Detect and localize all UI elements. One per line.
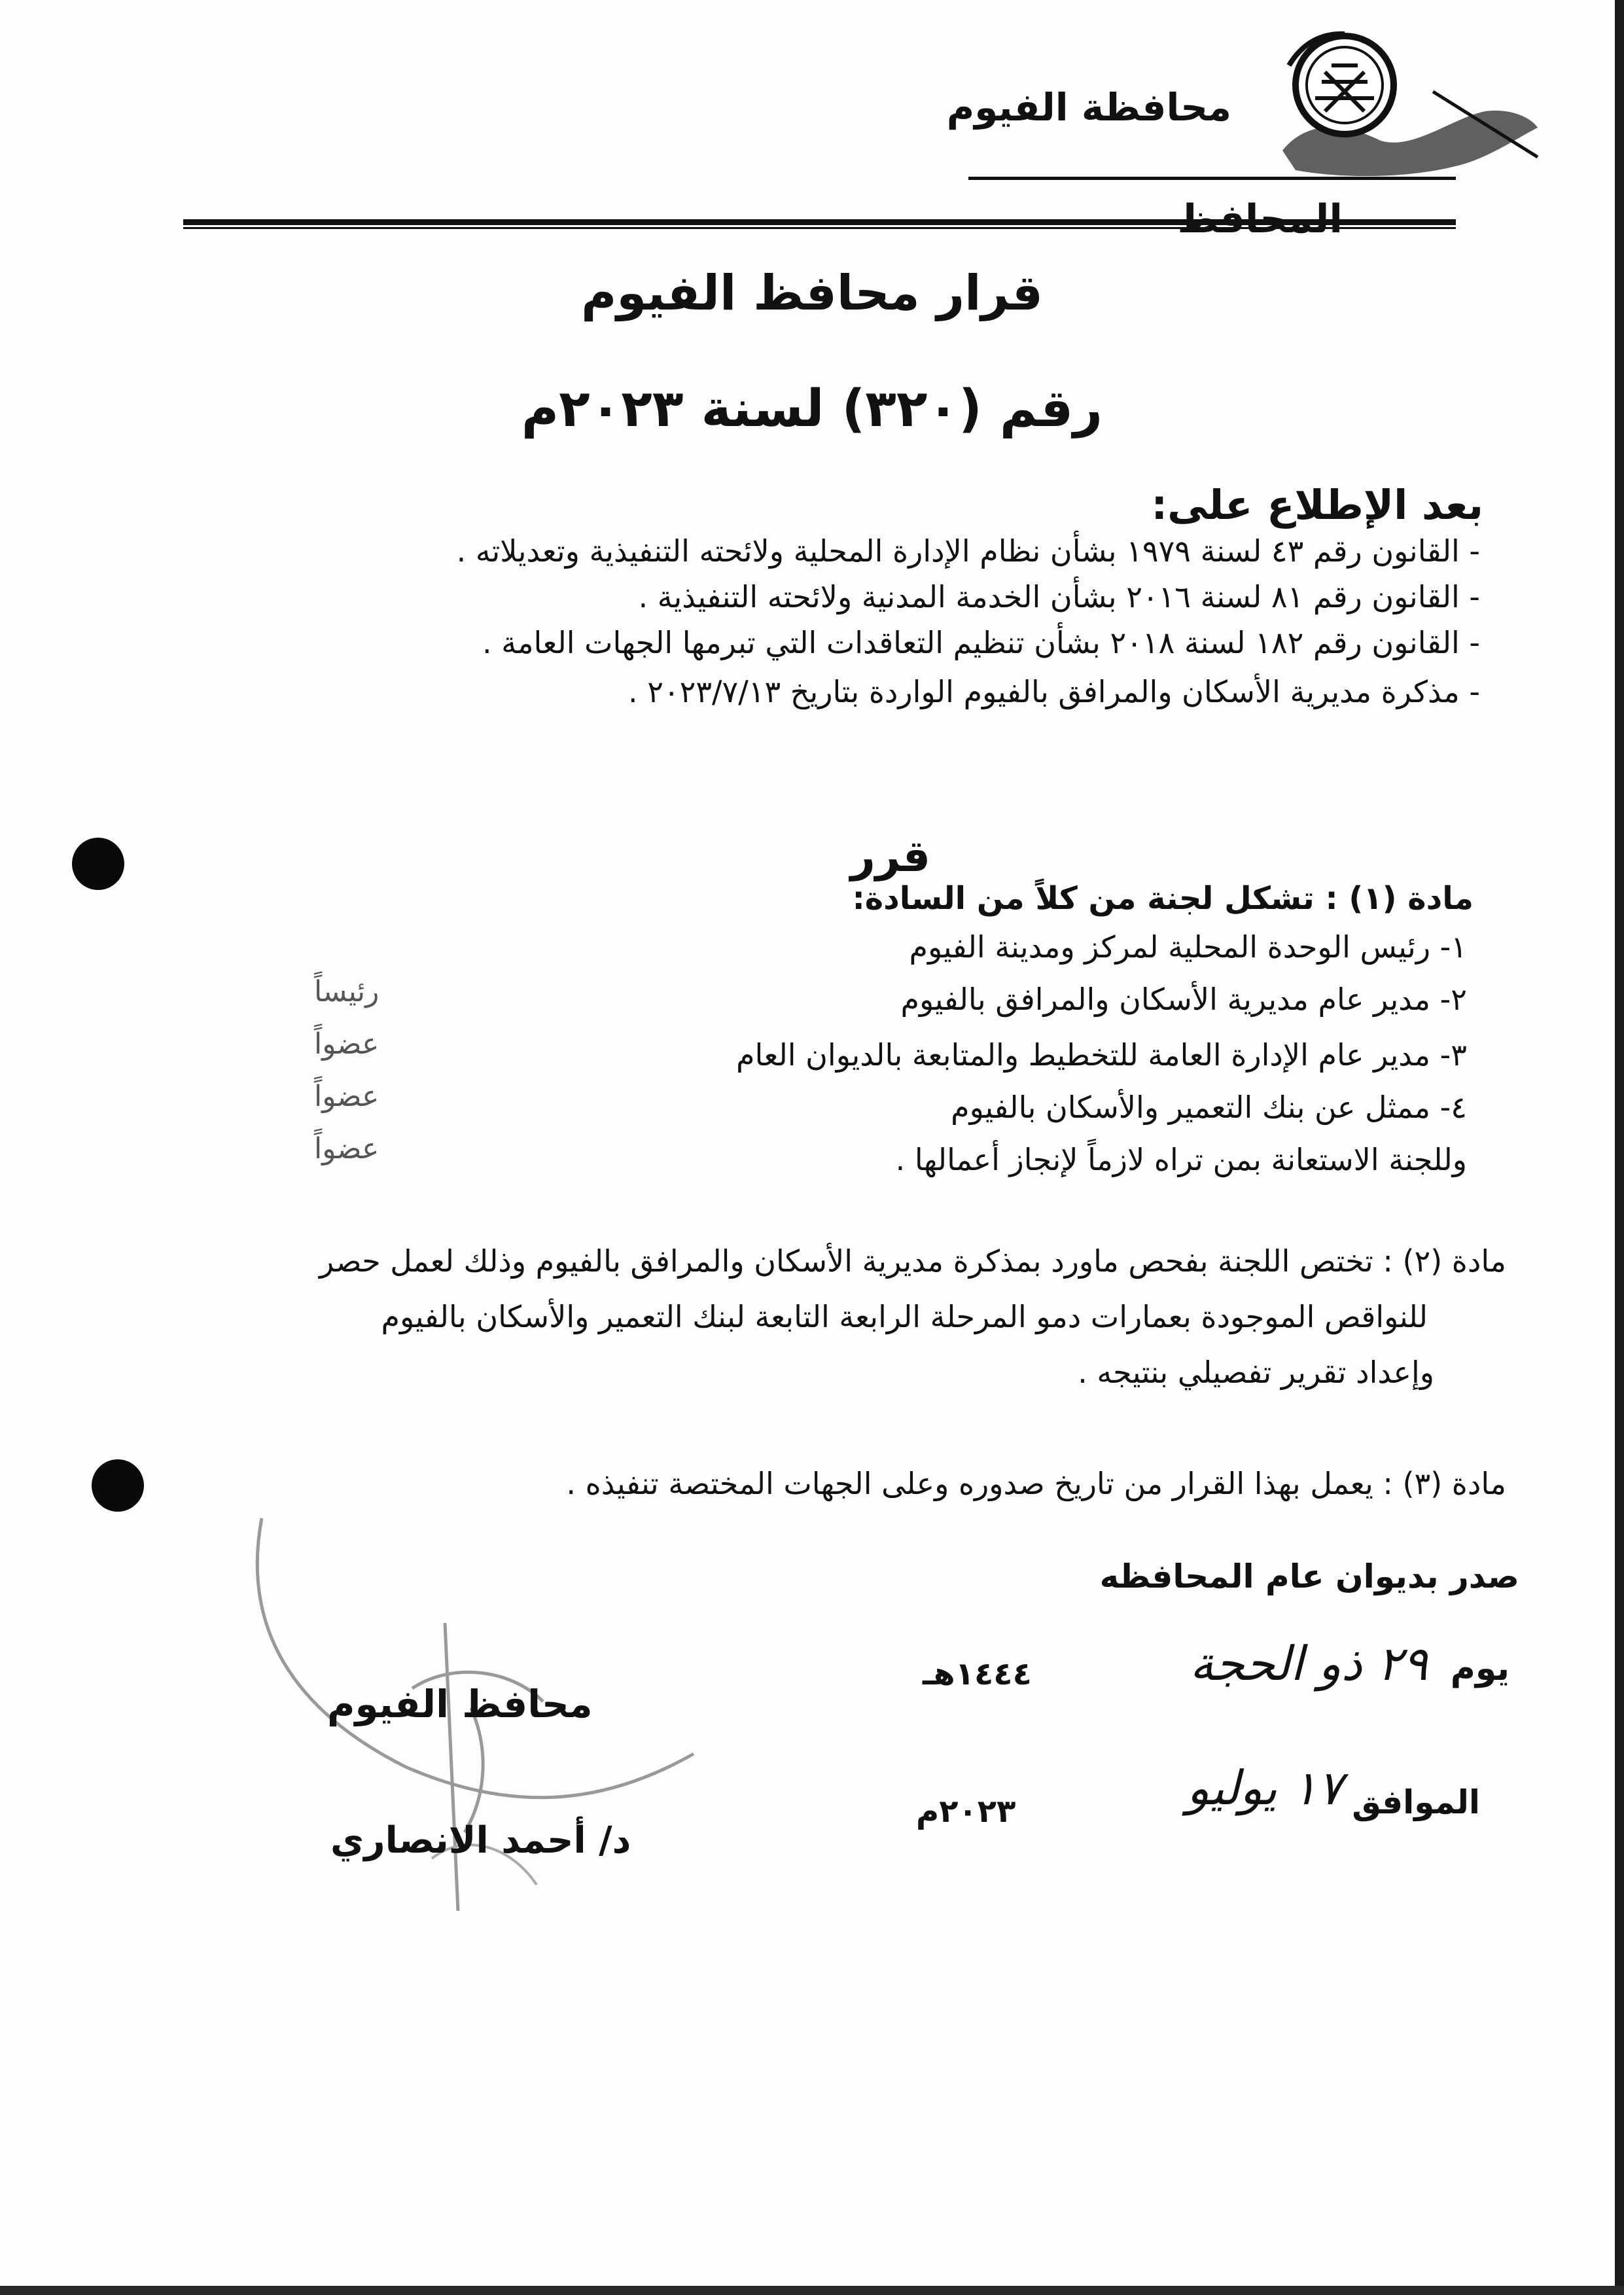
punch-hole	[92, 1459, 144, 1512]
gregorian-date-handwritten: ١٧ يوليو	[1186, 1760, 1343, 1815]
member-role: رئيساً	[314, 975, 380, 1008]
committee-member: ٤- ممثل عن بنك التعمير والأسكان بالفيوم	[951, 1090, 1467, 1125]
hijri-date-handwritten: ٢٩ ذو الحجة	[1190, 1636, 1428, 1691]
committee-member: ١- رئيس الوحدة المحلية لمركز ومدينة الفيوم	[909, 929, 1467, 965]
member-role: عضواً	[314, 1027, 380, 1061]
decree-number: رقم (٣٢٠) لسنة ٢٠٢٣م	[521, 380, 1103, 438]
preamble-item: - القانون رقم ٤٣ لسنة ١٩٧٩ بشأن نظام الإدارة المحلية ولائحته التنفيذية وتعديلاته .	[456, 533, 1480, 569]
article-2-line: وإعداد تقرير تفصيلي بنتيجه .	[1078, 1355, 1434, 1390]
article-1-heading: مادة (١) : تشكل لجنة من كلاً من السادة:	[852, 880, 1474, 917]
header-rule-top	[968, 177, 1456, 180]
governorate-name: محافظة الفيوم	[946, 85, 1231, 130]
issued-at: صدر بديوان عام المحافظه	[1099, 1557, 1519, 1595]
article-3-line: مادة (٣) : يعمل بهذا القرار من تاريخ صدوره وعلى الجهات المختصة تنفيذه .	[566, 1466, 1506, 1501]
governorate-seal-icon	[1269, 20, 1544, 183]
corresponding-label: الموافق	[1352, 1783, 1480, 1821]
member-role: عضواً	[314, 1132, 380, 1165]
signatory-title: محافظ الفيوم	[327, 1682, 593, 1726]
office-label: المحافظ	[1177, 196, 1343, 242]
preamble-heading: بعد الإطلاع على:	[1151, 481, 1483, 529]
article-1-closing: وللجنة الاستعانة بمن تراه لازماً لإنجاز أعمالها .	[895, 1142, 1467, 1177]
preamble-item: - مذكرة مديرية الأسكان والمرافق بالفيوم الواردة بتاريخ ٢٠٢٣/٧/١٣ .	[627, 674, 1480, 709]
hijri-year: ١٤٤٤هـ	[923, 1656, 1032, 1692]
article-2-line: مادة (٢) : تختص اللجنة بفحص ماورد بمذكرة مديرية الأسكان والمرافق بالفيوم وذلك لعمل حصر	[319, 1243, 1506, 1279]
scan-edge-right	[1615, 0, 1624, 2295]
gregorian-year: ٢٠٢٣م	[916, 1793, 1016, 1830]
member-role: عضواً	[314, 1080, 380, 1113]
preamble-item: - القانون رقم ١٨٢ لسنة ٢٠١٨ بشأن تنظيم التعاقدات التي تبرمها الجهات العامة .	[482, 625, 1480, 660]
article-2-line: للنواقص الموجودة بعمارات دمو المرحلة الرابعة التابعة لبنك التعمير والأسكان بالفيوم	[381, 1299, 1428, 1334]
committee-member: ٣- مدير عام الإدارة العامة للتخطيط والمتابعة بالديوان العام	[736, 1037, 1467, 1073]
committee-member: ٢- مدير عام مديرية الأسكان والمرافق بالفيوم	[900, 982, 1467, 1017]
signatory-name: د/ أحمد الانصاري	[330, 1819, 631, 1862]
scan-edge-bottom	[0, 2286, 1624, 2295]
preamble-item: - القانون رقم ٨١ لسنة ٢٠١٦ بشأن الخدمة المدنية ولائحته التنفيذية .	[638, 579, 1480, 614]
punch-hole	[72, 838, 124, 890]
day-label: يوم	[1450, 1649, 1509, 1688]
decree-title: قرار محافظ الفيوم	[581, 265, 1043, 321]
decided-heading: قرر	[850, 831, 930, 881]
